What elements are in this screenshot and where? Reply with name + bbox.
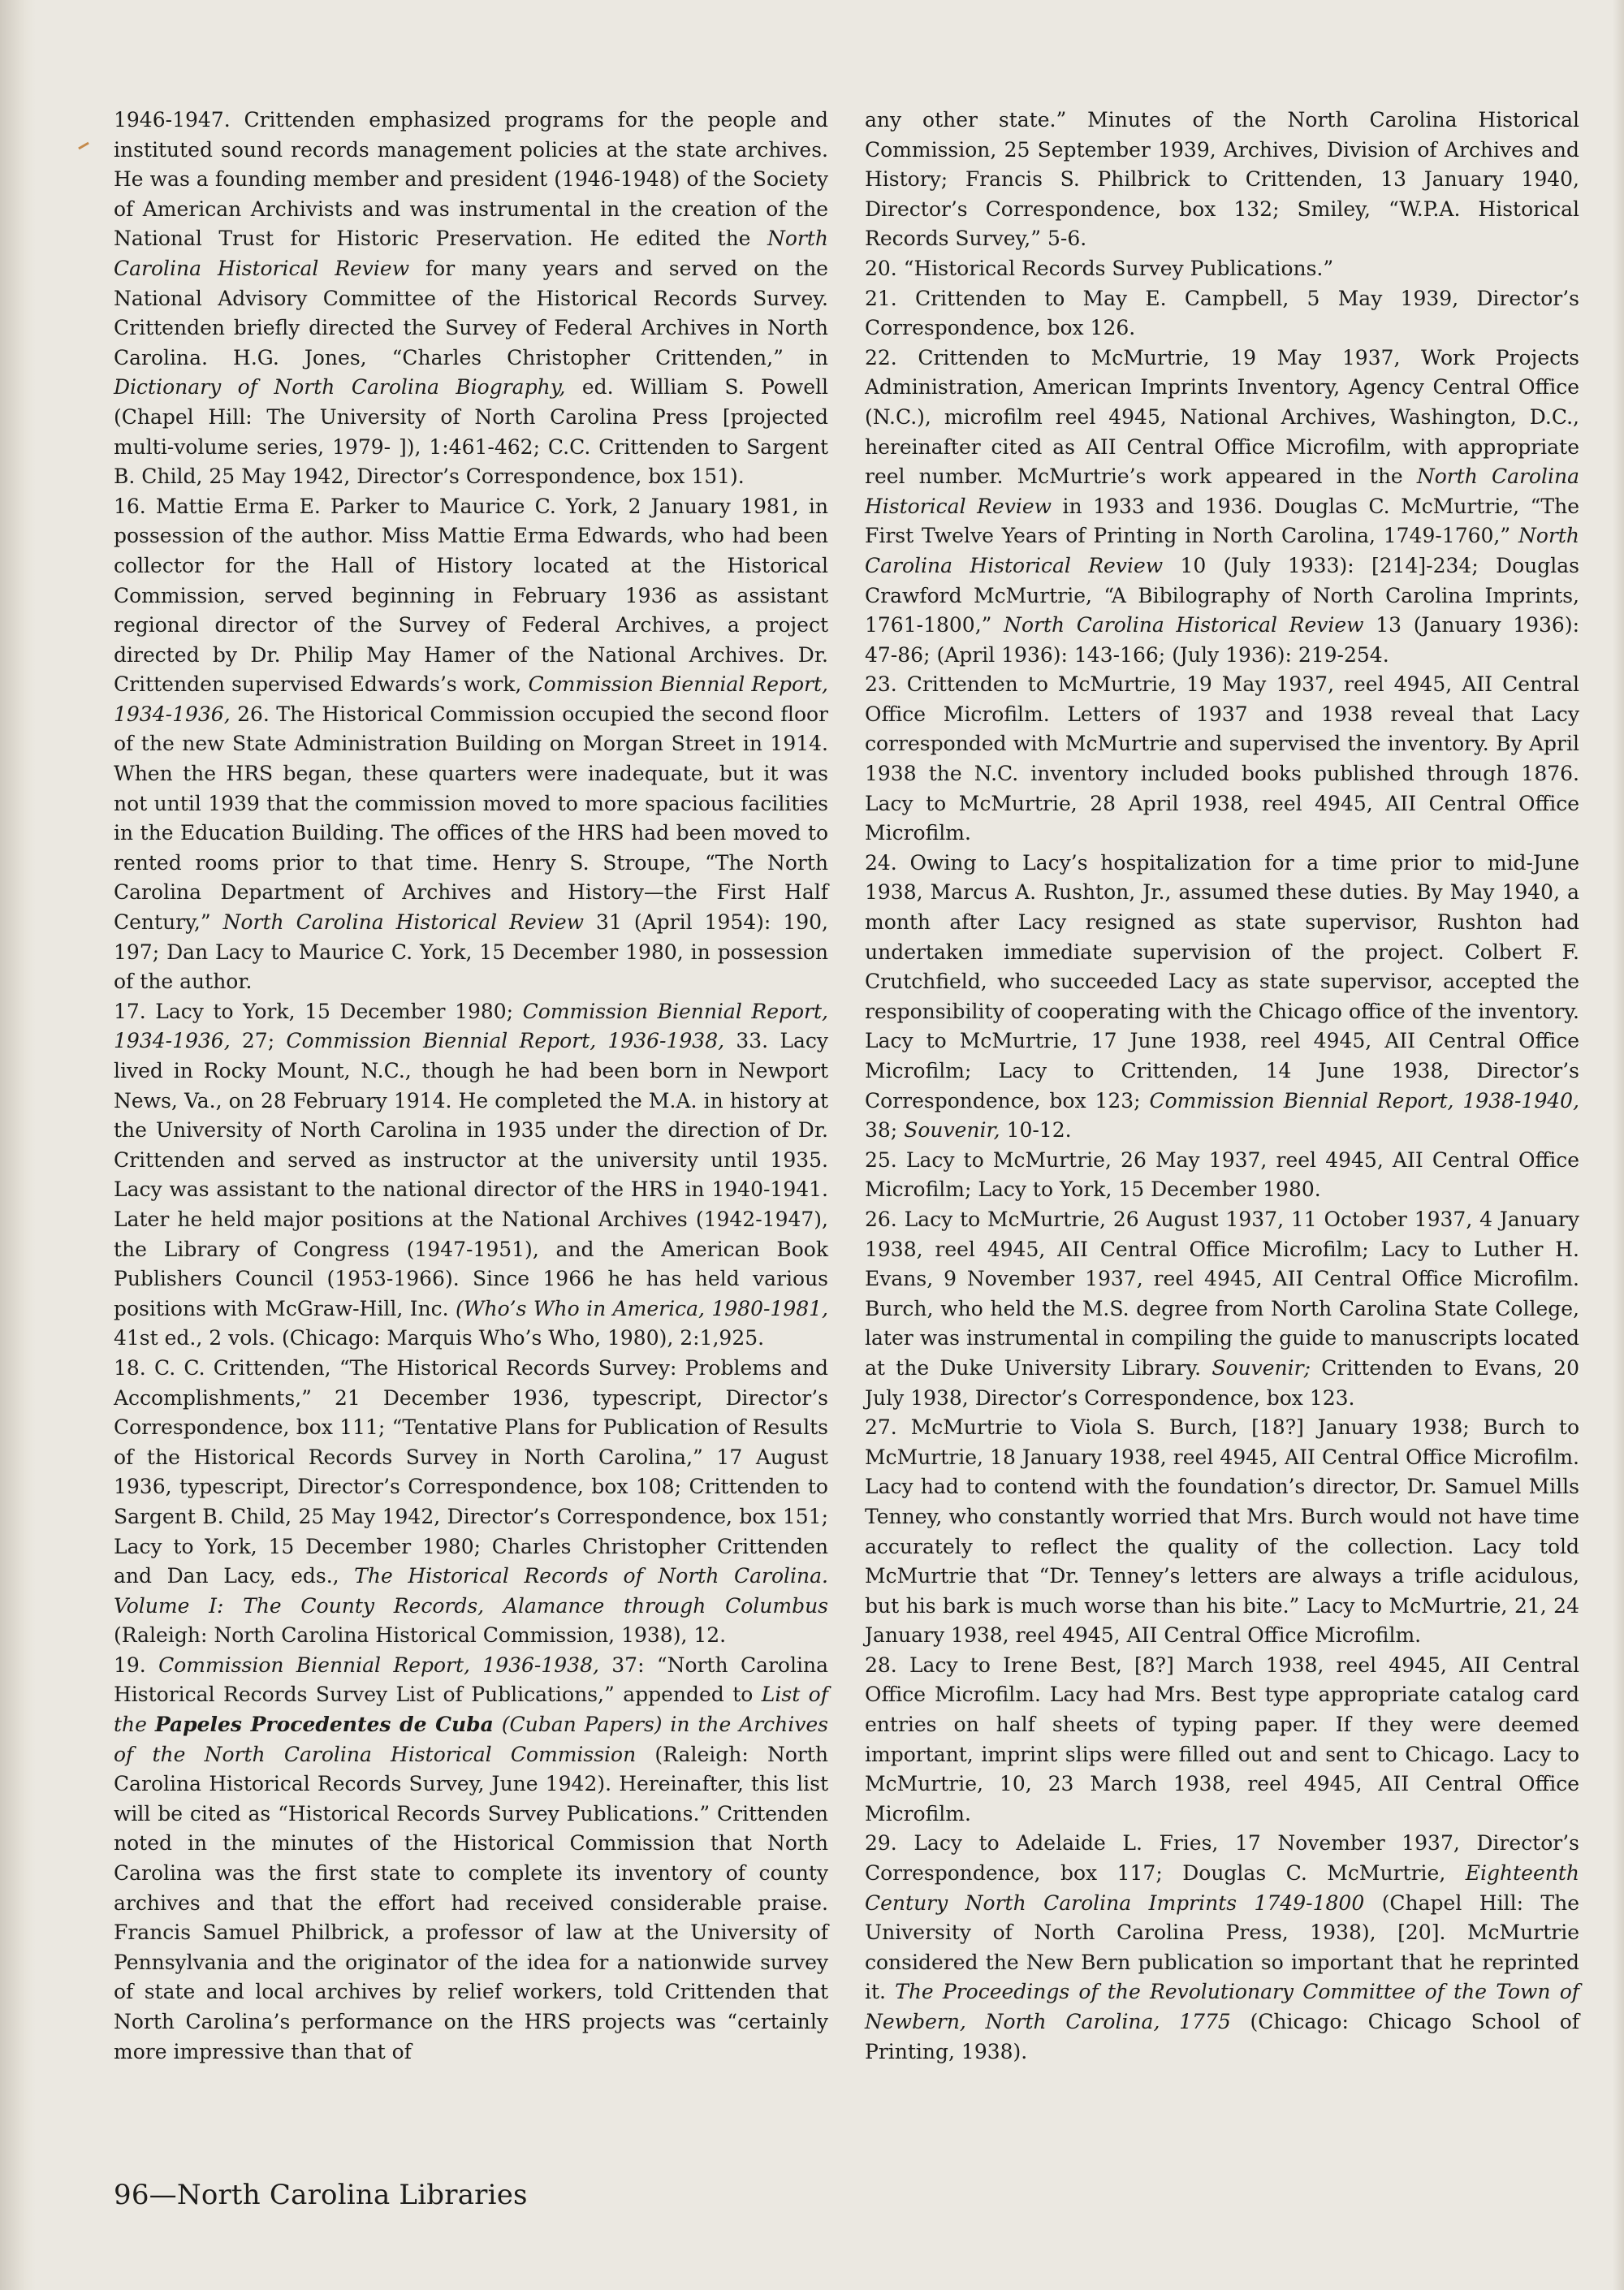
page-footer: 96—North Carolina Libraries	[114, 2179, 528, 2211]
footnote-24: 24. Owing to Lacy’s hospitalization for a time prior to mid-June 1938, Marcus A. Rushton, Jr., assumed these duties. By May 1940, a month after Lacy resigned as state supervisor, Rushton had undertaken immediate supervision of the project. Colbert F. Crutchfield, who succeeded Lacy as state supervisor, accepted the responsibility of cooperating with the Chicago office of the inventory. Lacy to McMurtrie, 17 June 1938, reel 4945, AII Central Office Microfilm; Lacy to Crittenden, 14 June 1938, Director’s Correspondence, box 123; Commission Biennial Report, 1938-1940, 38; Souvenir, 10-12.	[865, 850, 1579, 1143]
footnote-17: 17. Lacy to York, 15 December 1980; Commission Biennial Report, 1934-1936, 27; Commission Biennial Report, 1936-1938, 33. Lacy lived in Rocky Mount, N.C., though he had been born in Newport News, Va., on 28 February 1914. He completed the M.A. in history at the University of North Carolina in 1935 under the direction of Dr. Crittenden and served as instructor at the university until 1935. Lacy was assistant to the national director of the HRS in 1940-1941. Later he held major positions at the National Archives (1942-1947), the Library of Congress (1947-1951), and the American Book Publishers Council (1953-1966). Since 1966 he has held various positions with McGraw-Hill, Inc. (Who’s Who in America, 1980-1981, 41st ed., 2 vols. (Chicago: Marquis Who’s Who, 1980), 2:1,925.	[114, 999, 828, 1350]
footnote-16: 16. Mattie Erma E. Parker to Maurice C. York, 2 January 1981, in possession of the author. Miss Mattie Erma Edwards, who had been collector for the Hall of History located at the Historical Commission, served beginning in February 1936 as assistant regional director of the Survey of Federal Archives, a project directed by Dr. Philip May Hamer of the National Archives. Dr. Crittenden supervised Edwards’s work, Commission Biennial Report, 1934-1936, 26. The Historical Commission occupied the second floor of the new State Administration Building on Morgan Street in 1914. When the HRS began, these quarters were inadequate, but it was not until 1939 that the commission moved to more spacious facilities in the Education Building. The offices of the HRS had been moved to rented rooms prior to that time. Henry S. Stroupe, “The North Carolina Department of Archives and History—the First Half Century,” North Carolina Historical Review 31 (April 1954): 190, 197; Dan Lacy to Maurice C. York, 15 December 1980, in possession of the author.	[114, 494, 828, 994]
page-edge-shadow	[1613, 0, 1624, 2290]
footnote-27: 27. McMurtrie to Viola S. Burch, [18?] January 1938; Burch to McMurtrie, 18 January 1938, reel 4945, AII Central Office Microfilm. Lacy had to contend with the foundation’s director, Dr. Samuel Mills Tenney, who constantly worried that Mrs. Burch would not have time accurately to reflect the quality of the collection. Lacy told McMurtrie that “Dr. Tenney’s letters are always a trifle acidulous, but his bark is much worse than his bite.” Lacy to McMurtrie, 21, 24 January 1938, reel 4945, AII Central Office Microfilm.	[865, 1415, 1579, 1648]
footnote-18: 18. C. C. Crittenden, “The Historical Records Survey: Problems and Accomplishments,” 21 December 1936, typescript, Director’s Correspondence, box 111; “Tentative Plans for Publication of Results of the Historical Records Survey in North Carolina,” 17 August 1936, typescript, Director’s Correspondence, box 108; Crittenden to Sargent B. Child, 25 May 1942, Director’s Correspondence, box 151; Lacy to York, 15 December 1980; Charles Christopher Crittenden and Dan Lacy, eds., The Historical Records of North Carolina. Volume I: The County Records, Alamance through Columbus (Raleigh: North Carolina Historical Commission, 1938), 12.	[114, 1355, 828, 1648]
footnote-29: 29. Lacy to Adelaide L. Fries, 17 November 1937, Director’s Correspondence, box 117; Douglas C. McMurtrie, Eighteenth Century North Carolina Imprints 1749-1800 (Chapel Hill: The University of North Carolina Press, 1938), [20]. McMurtrie considered the New Bern publication so important that he reprinted it. The Proceedings of the Revolutionary Committee of the Town of Newbern, North Carolina, 1775 (Chicago: Chicago School of Printing, 1938).	[865, 1831, 1579, 2063]
left-column	[114, 106, 828, 2067]
right-column	[865, 106, 1579, 2067]
footnote-20: 20. “Historical Records Survey Publications.”	[865, 256, 1334, 280]
footnote-continuation: 1946-1947. Crittenden emphasized programs for the people and instituted sound records management policies at the state archives. He was a founding member and president (1946-1948) of the Society of American Archivists and was instrumental in the creation of the National Trust for Historic Preservation. He edited the North Carolina Historical Review for many years and served on the National Advisory Committee of the Historical Records Survey. Crittenden briefly directed the Survey of Federal Archives in North Carolina. H.G. Jones, “Charles Christopher Crittenden,” in Dictionary of North Carolina Biography, ed. William S. Powell (Chapel Hill: The University of North Carolina Press [projected multi-volume series, 1979- ]), 1:461-462; C.C. Crittenden to Sargent B. Child, 25 May 1942, Director’s Correspondence, box 151).	[114, 108, 829, 489]
footnote-25: 25. Lacy to McMurtrie, 26 May 1937, reel 4945, AII Central Office Microfilm; Lacy to York, 15 December 1980.	[865, 1147, 1579, 1202]
footnote-28: 28. Lacy to Irene Best, [8?] March 1938, reel 4945, AII Central Office Microfilm. Lacy had Mrs. Best type appropriate catalog card entries on half sheets of typing paper. If they were deemed important, imprint slips were filled out and sent to Chicago. Lacy to McMurtrie, 10, 23 March 1938, reel 4945, AII Central Office Microfilm.	[865, 1653, 1579, 1826]
footnote-19: 19. Commission Biennial Report, 1936-1938, 37: “North Carolina Historical Records Survey List of Publications,” appended to List of the Papeles Procedentes de Cuba (Cuban Papers) in the Archives of the North Carolina Historical Commission (Raleigh: North Carolina Historical Records Survey, June 1942). Hereinafter, this list will be cited as “Historical Records Survey Publications.” Crittenden noted in the minutes of the Historical Commission that North Carolina was the first state to complete its inventory of county archives and that the effort had received considerable praise. Francis Samuel Philbrick, a professor of law at the University of Pennsylvania and the originator of the idea for a nationwide survey of state and local archives by relief workers, told Crittenden that North Carolina’s performance on the HRS projects was “certainly more impressive than that of	[114, 1653, 829, 2063]
footnote-continuation-right: any other state.” Minutes of the North Carolina Historical Commission, 25 September 1939, Archives, Division of Archives and History; Francis S. Philbrick to Crittenden, 13 January 1940, Director’s Correspondence, box 132; Smiley, “W.P.A. Historical Records Survey,” 5-6.	[865, 108, 1579, 251]
footnote-26: 26. Lacy to McMurtrie, 26 August 1937, 11 October 1937, 4 January 1938, reel 4945, AII Central Office Microfilm; Lacy to Luther H. Evans, 9 November 1937, reel 4945, AII Central Office Microfilm. Burch, who held the M.S. degree from North Carolina State College, later was instrumental in compiling the guide to manuscripts located at the Duke University Library. Souvenir; Crittenden to Evans, 20 July 1938, Director’s Correspondence, box 123.	[865, 1207, 1579, 1410]
pencil-mark	[78, 142, 89, 150]
footnote-23: 23. Crittenden to McMurtrie, 19 May 1937, reel 4945, AII Central Office Microfilm. Letters of 1937 and 1938 reveal that Lacy corresponded with McMurtrie and supervised the inventory. By April 1938 the N.C. inventory included books published through 1876. Lacy to McMurtrie, 28 April 1938, reel 4945, AII Central Office Microfilm.	[865, 672, 1579, 845]
binding-gutter-shadow	[0, 0, 36, 2290]
footnote-22: 22. Crittenden to McMurtrie, 19 May 1937, Work Projects Administration, American Imprints Inventory, Agency Central Office (N.C.), microfilm reel 4945, National Archives, Washington, D.C., hereinafter cited as AII Central Office Microfilm, with appropriate reel number. McMurtrie’s work appeared in the North Carolina Historical Review in 1933 and 1936. Douglas C. McMurtrie, “The First Twelve Years of Printing in North Carolina, 1749-1760,” North Carolina Historical Review 10 (July 1933): [214]-234; Douglas Crawford McMurtrie, “A Bibilography of North Carolina Imprints, 1761-1800,” North Carolina Historical Review 13 (January 1936): 47-86; (April 1936): 143-166; (July 1936): 219-254.	[865, 345, 1580, 667]
footnote-21: 21. Crittenden to May E. Campbell, 5 May 1939, Director’s Correspondence, box 126.	[865, 286, 1579, 340]
